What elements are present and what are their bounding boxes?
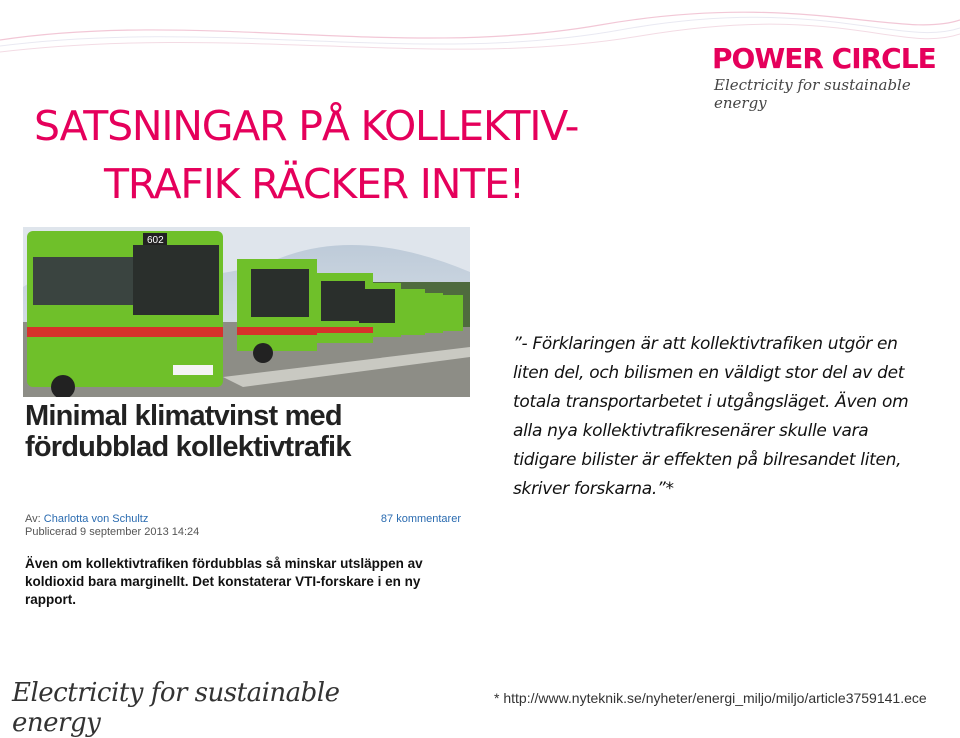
logo-tagline: Electricity for sustainable energy [714,76,911,112]
footer-signature: Electricity for sustainable energy [12,678,340,738]
author-link[interactable]: Charlotta von Schultz [43,513,149,525]
slide-title-line-1: SATSNINGAR PÅ KOLLEKTIV- [34,102,579,151]
news-article-clipping [23,227,470,615]
research-quote: ”- Förklaringen är att kollektivtrafiken utgör en liten del, och bilismen en väldigt stor del av det totala transportarbetet i utgångsläget. Även om alla nya kollektivtrafikresenärer skulle vara tidigare bilister är effekten på bilresandet liten, skriver forskarna.”* [513,334,909,499]
byline-prefix: Av: [25,513,44,525]
comments-link[interactable]: 87 kommentarer [380,513,461,525]
slide-title-line-2: TRAFIK RÄCKER INTE! [104,160,524,209]
article-headline: Minimal klimatvinst med fördubblad kollektivtrafik [25,400,351,463]
article-byline [25,513,465,539]
published-date: Publicerad 9 september 2013 14:24 [25,526,200,538]
logo-name: POWER CIRCLE [712,42,936,75]
power-circle-logo [712,42,952,112]
source-url: * http://www.nyteknik.se/nyheter/energi_miljo/miljo/article3759141.ece [494,690,927,706]
slide-title [34,97,694,213]
bus-fleet-photo [23,227,470,397]
bus-number-label: 602 [147,235,164,246]
article-lead: Även om kollektivtrafiken fördubblas så minskar utsläppen av koldioxid bara marginellt. Det konstaterar VTI-forskare i en ny rapport. [25,556,423,607]
